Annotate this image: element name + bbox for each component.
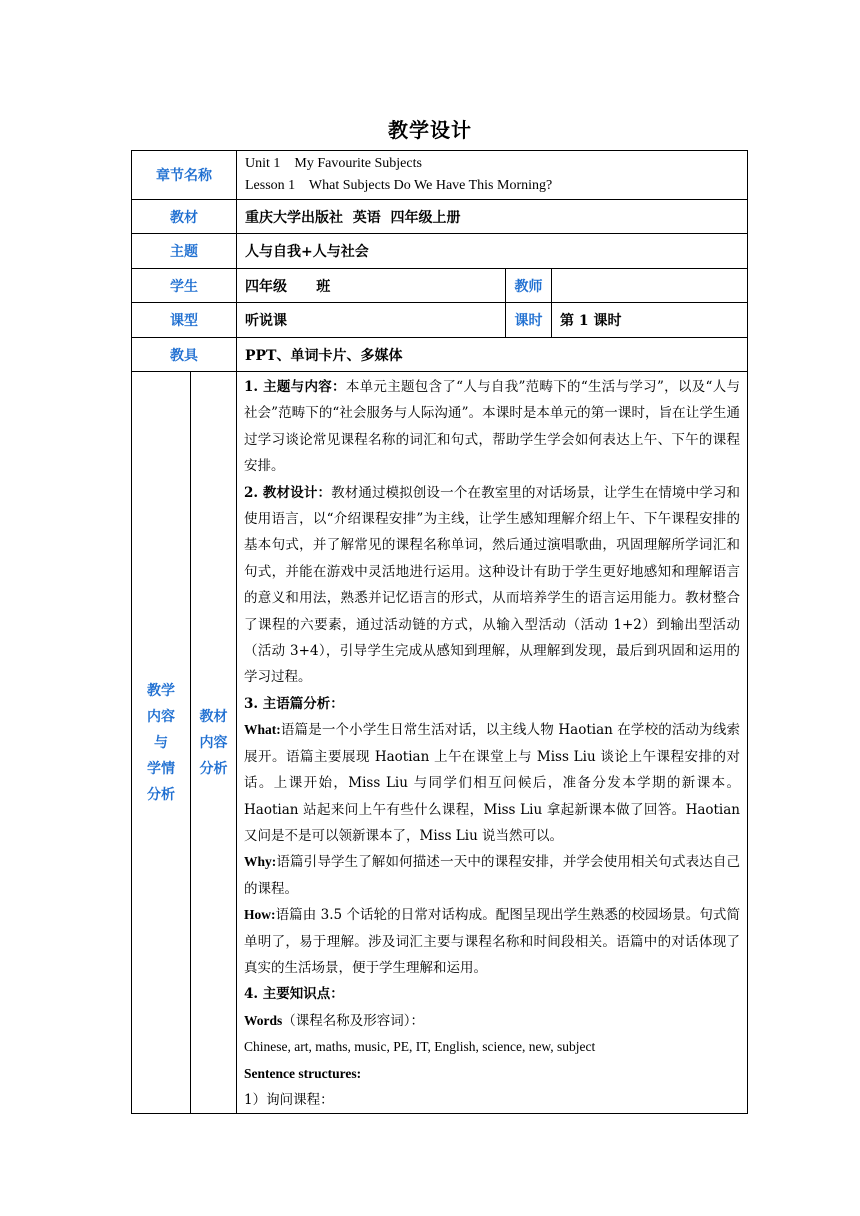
theme-row	[132, 234, 748, 269]
tools-label: 教具	[132, 338, 237, 372]
theme-value: 人与自我+人与社会	[237, 234, 748, 269]
teacher-value	[552, 269, 748, 303]
words-list: Chinese, art, maths, music, PE, IT, English, science, new, subject	[244, 1039, 596, 1055]
teaching-analysis-label: 教学 内容 与 学情 分析	[132, 372, 191, 1114]
chapter-value	[237, 151, 748, 200]
section-discourse-analysis: 3. 主语篇分析：	[244, 695, 344, 712]
section-knowledge-points: 4. 主要知识点：	[244, 986, 344, 1003]
analysis-content	[237, 372, 748, 1114]
lesson-type-row	[132, 303, 748, 338]
student-label: 学生	[132, 269, 237, 303]
why-paragraph: Why:语篇引导学生了解如何描述一天中的课程安排，并学会使用相关句式表达自己的课程。	[244, 854, 740, 897]
how-paragraph: How:语篇由 3.5 个话轮的日常对话构成。配图呈现出学生熟悉的校园场景。句式简单明了，易于理解。涉及词汇主要与课程名称和时间段相关。语篇中的对话体现了真实的生活场景，便于学生理解和运用。	[244, 907, 740, 976]
page-title: 教学设计	[388, 118, 472, 142]
textbook-value: 重庆大学出版社 英语 四年级上册	[237, 200, 748, 234]
lesson-type-value: 听说课	[237, 303, 506, 338]
textbook-analysis-label: 教材 内容 分析	[191, 372, 237, 1114]
words-heading: Words（课程名称及形容词）：	[244, 1012, 425, 1029]
lesson-name: Lesson 1 What Subjects Do We Have This Morning?	[245, 178, 553, 193]
section-theme-content: 1. 主题与内容：本单元主题包含了“人与自我”范畴下的“生活与学习”，以及“人与社会”范畴下的“社会服务与人际沟通”。本课时是本单元的第一课时，旨在让学生通过学习谈论常见课程名称的词汇和句式，帮助学生学会如何表达上午、下午的课程安排。	[244, 379, 741, 475]
student-row	[132, 269, 748, 303]
sentence-item-1: 1）询问课程：	[244, 1091, 334, 1108]
theme-label: 主题	[132, 234, 237, 269]
student-value: 四年级 班	[237, 269, 506, 303]
lesson-type-label: 课型	[132, 303, 237, 338]
period-value: 第 1 课时	[552, 303, 748, 338]
tools-value: PPT、单词卡片、多媒体	[237, 338, 748, 372]
chapter-label: 章节名称	[132, 151, 237, 200]
section-textbook-design: 2. 教材设计：教材通过模拟创设一个在教室里的对话场景，让学生在情境中学习和使用语言，以“介绍课程安排”为主线，让学生感知理解介绍上午、下午课程安排的基本句式，并了解常见的课程名称单词，然后通过演唱歌曲，巩固理解所学词汇和句式，并能在游戏中灵活地进行运用。这种设计有助于学生更好地感知和理解语言的意义和用法，熟悉并记忆语言的形式，从而培养学生的语言运用能力。教材整合了课程的六要素，通过活动链的方式，从输入型活动（活动 1+2）到输出型活动（活动 3+4），引导学生完成从感知到理解，从理解到发现，最后到巩固和运用的学习过程。	[244, 484, 741, 686]
tools-row	[132, 338, 748, 372]
unit-name: Unit 1 My Favourite Subjects	[245, 156, 422, 171]
teacher-label: 教师	[506, 269, 552, 303]
period-label: 课时	[506, 303, 552, 338]
lesson-plan-table	[131, 150, 748, 1114]
textbook-label: 教材	[132, 200, 237, 234]
chapter-row	[132, 151, 748, 200]
what-paragraph: What:语篇是一个小学生日常生活对话，以主线人物 Haotian 在学校的活动为线索展开。语篇主要展现 Haotian 上午在课堂上与 Miss Liu 谈论上午课程安排的对话。上课开始，Miss Liu 与同学们相互问候后，准备分发本学期的新课本。Haotian 站起来问上午有些什么课程，Miss Liu 拿起新课本做了回答。Haotian 又问是不是可以领新课本了，Miss Liu 说当然可以。	[244, 722, 740, 844]
sentence-heading: Sentence structures:	[244, 1065, 362, 1081]
analysis-row	[132, 372, 748, 1114]
textbook-row	[132, 200, 748, 234]
